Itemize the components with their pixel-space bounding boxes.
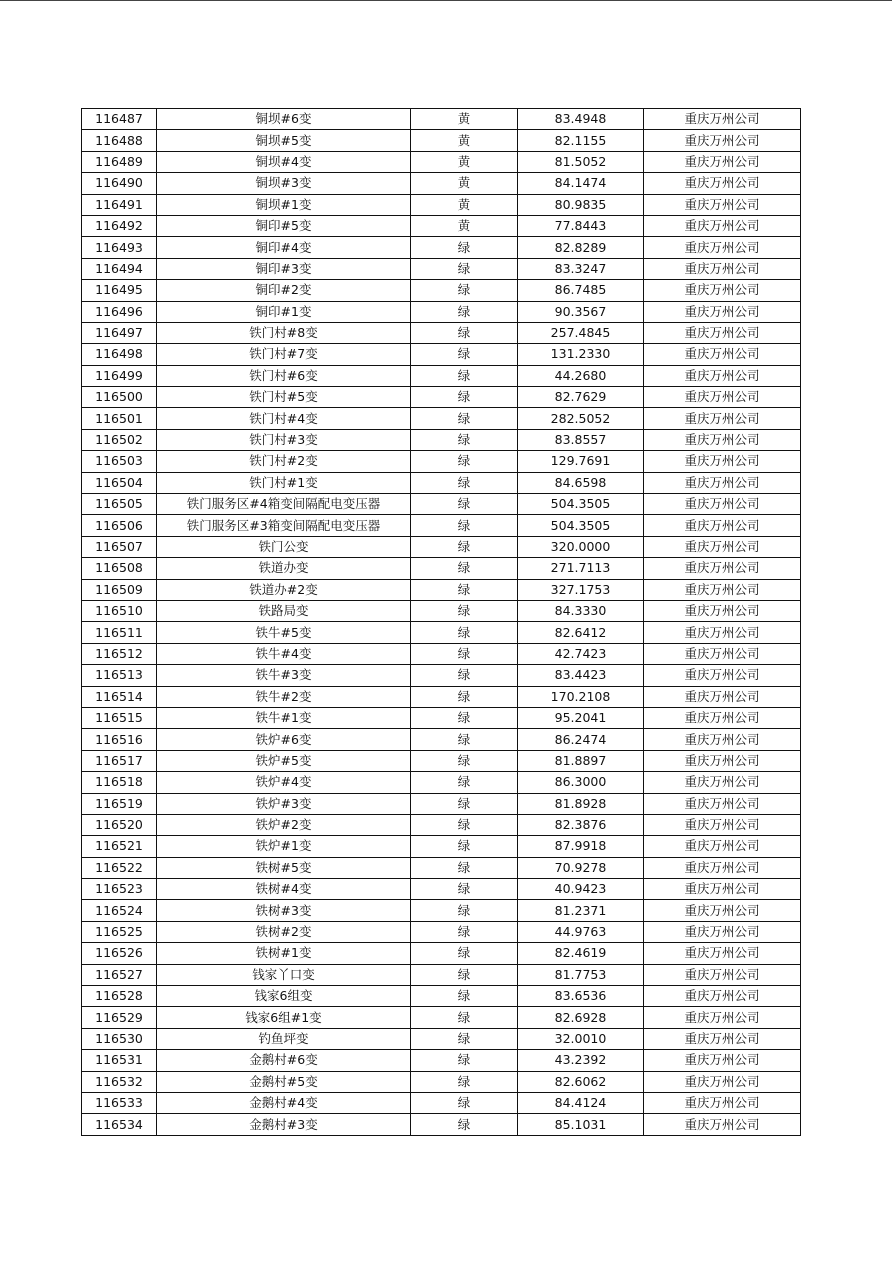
cell-company: 重庆万州公司 <box>644 814 801 835</box>
cell-status: 绿 <box>411 408 518 429</box>
cell-company: 重庆万州公司 <box>644 1114 801 1135</box>
cell-id: 116488 <box>82 130 157 151</box>
cell-status: 黄 <box>411 151 518 172</box>
cell-company: 重庆万州公司 <box>644 579 801 600</box>
cell-id: 116505 <box>82 494 157 515</box>
cell-company: 重庆万州公司 <box>644 836 801 857</box>
cell-company: 重庆万州公司 <box>644 1071 801 1092</box>
table-row <box>82 451 801 472</box>
cell-id: 116513 <box>82 665 157 686</box>
cell-name: 钓鱼坪变 <box>157 1028 411 1049</box>
cell-value: 83.3247 <box>518 258 644 279</box>
cell-value: 81.5052 <box>518 151 644 172</box>
cell-name: 铜坝#3变 <box>157 173 411 194</box>
page-top-border <box>0 0 892 1</box>
cell-status: 绿 <box>411 515 518 536</box>
cell-id: 116522 <box>82 857 157 878</box>
cell-id: 116527 <box>82 964 157 985</box>
cell-id: 116497 <box>82 322 157 343</box>
cell-id: 116502 <box>82 429 157 450</box>
cell-id: 116517 <box>82 750 157 771</box>
cell-status: 黄 <box>411 130 518 151</box>
cell-id: 116509 <box>82 579 157 600</box>
table-row <box>82 194 801 215</box>
cell-value: 504.3505 <box>518 494 644 515</box>
cell-name: 铁门村#6变 <box>157 365 411 386</box>
cell-company: 重庆万州公司 <box>644 301 801 322</box>
table-row <box>82 494 801 515</box>
cell-company: 重庆万州公司 <box>644 643 801 664</box>
cell-status: 黄 <box>411 109 518 130</box>
table-row <box>82 258 801 279</box>
table-row <box>82 836 801 857</box>
cell-value: 129.7691 <box>518 451 644 472</box>
cell-id: 116510 <box>82 600 157 621</box>
cell-status: 绿 <box>411 1028 518 1049</box>
table-row <box>82 215 801 236</box>
cell-value: 131.2330 <box>518 344 644 365</box>
cell-company: 重庆万州公司 <box>644 986 801 1007</box>
cell-status: 绿 <box>411 1092 518 1113</box>
cell-name: 铜坝#1变 <box>157 194 411 215</box>
cell-status: 绿 <box>411 301 518 322</box>
cell-value: 83.6536 <box>518 986 644 1007</box>
cell-company: 重庆万州公司 <box>644 365 801 386</box>
cell-company: 重庆万州公司 <box>644 472 801 493</box>
cell-company: 重庆万州公司 <box>644 215 801 236</box>
cell-name: 铜坝#4变 <box>157 151 411 172</box>
cell-company: 重庆万州公司 <box>644 879 801 900</box>
cell-status: 绿 <box>411 643 518 664</box>
cell-id: 116514 <box>82 686 157 707</box>
cell-value: 83.4423 <box>518 665 644 686</box>
cell-name: 铁门村#5变 <box>157 387 411 408</box>
cell-id: 116518 <box>82 772 157 793</box>
cell-name: 铁炉#2变 <box>157 814 411 835</box>
cell-status: 黄 <box>411 173 518 194</box>
cell-name: 铁路局变 <box>157 600 411 621</box>
table-row <box>82 900 801 921</box>
table-row <box>82 814 801 835</box>
cell-id: 116496 <box>82 301 157 322</box>
table-row <box>82 515 801 536</box>
table-row <box>82 729 801 750</box>
cell-status: 绿 <box>411 964 518 985</box>
transformer-table <box>81 108 801 1136</box>
cell-company: 重庆万州公司 <box>644 622 801 643</box>
cell-name: 金鹅村#4变 <box>157 1092 411 1113</box>
cell-value: 81.8897 <box>518 750 644 771</box>
cell-value: 86.7485 <box>518 280 644 301</box>
cell-value: 320.0000 <box>518 536 644 557</box>
cell-value: 82.8289 <box>518 237 644 258</box>
cell-company: 重庆万州公司 <box>644 750 801 771</box>
table-row <box>82 772 801 793</box>
cell-id: 116503 <box>82 451 157 472</box>
cell-value: 87.9918 <box>518 836 644 857</box>
table-row <box>82 1028 801 1049</box>
table-row <box>82 109 801 130</box>
cell-status: 黄 <box>411 215 518 236</box>
cell-value: 82.6412 <box>518 622 644 643</box>
cell-name: 铁道办#2变 <box>157 579 411 600</box>
cell-status: 绿 <box>411 536 518 557</box>
cell-company: 重庆万州公司 <box>644 408 801 429</box>
cell-name: 铁门公变 <box>157 536 411 557</box>
cell-name: 铁门服务区#4箱变间隔配电变压器 <box>157 494 411 515</box>
cell-value: 40.9423 <box>518 879 644 900</box>
table-row <box>82 879 801 900</box>
cell-id: 116515 <box>82 707 157 728</box>
cell-value: 257.4845 <box>518 322 644 343</box>
cell-name: 铁牛#2变 <box>157 686 411 707</box>
cell-id: 116495 <box>82 280 157 301</box>
cell-name: 铁炉#5变 <box>157 750 411 771</box>
cell-value: 84.6598 <box>518 472 644 493</box>
cell-name: 铁牛#5变 <box>157 622 411 643</box>
cell-name: 铁炉#1变 <box>157 836 411 857</box>
cell-status: 绿 <box>411 814 518 835</box>
table-row <box>82 1114 801 1135</box>
cell-status: 绿 <box>411 451 518 472</box>
cell-id: 116519 <box>82 793 157 814</box>
cell-value: 82.6928 <box>518 1007 644 1028</box>
cell-company: 重庆万州公司 <box>644 151 801 172</box>
cell-id: 116512 <box>82 643 157 664</box>
cell-id: 116491 <box>82 194 157 215</box>
cell-name: 铜印#2变 <box>157 280 411 301</box>
cell-name: 铁树#2变 <box>157 921 411 942</box>
cell-value: 81.7753 <box>518 964 644 985</box>
cell-name: 铁门村#4变 <box>157 408 411 429</box>
cell-company: 重庆万州公司 <box>644 130 801 151</box>
cell-value: 82.4619 <box>518 943 644 964</box>
cell-value: 271.7113 <box>518 558 644 579</box>
cell-company: 重庆万州公司 <box>644 322 801 343</box>
cell-value: 84.4124 <box>518 1092 644 1113</box>
cell-status: 绿 <box>411 558 518 579</box>
cell-name: 金鹅村#3变 <box>157 1114 411 1135</box>
cell-status: 绿 <box>411 729 518 750</box>
cell-value: 44.2680 <box>518 365 644 386</box>
table-row <box>82 707 801 728</box>
cell-value: 90.3567 <box>518 301 644 322</box>
cell-company: 重庆万州公司 <box>644 772 801 793</box>
cell-company: 重庆万州公司 <box>644 793 801 814</box>
cell-id: 116506 <box>82 515 157 536</box>
table-row <box>82 536 801 557</box>
table-row <box>82 686 801 707</box>
cell-value: 82.6062 <box>518 1071 644 1092</box>
cell-id: 116490 <box>82 173 157 194</box>
cell-company: 重庆万州公司 <box>644 665 801 686</box>
table-row <box>82 750 801 771</box>
table-row <box>82 365 801 386</box>
cell-status: 绿 <box>411 772 518 793</box>
cell-name: 铁牛#3变 <box>157 665 411 686</box>
cell-company: 重庆万州公司 <box>644 964 801 985</box>
cell-company: 重庆万州公司 <box>644 857 801 878</box>
cell-status: 绿 <box>411 793 518 814</box>
cell-id: 116498 <box>82 344 157 365</box>
cell-status: 绿 <box>411 429 518 450</box>
cell-status: 绿 <box>411 1050 518 1071</box>
cell-status: 绿 <box>411 686 518 707</box>
cell-id: 116521 <box>82 836 157 857</box>
cell-company: 重庆万州公司 <box>644 258 801 279</box>
cell-value: 43.2392 <box>518 1050 644 1071</box>
table-row <box>82 964 801 985</box>
cell-value: 95.2041 <box>518 707 644 728</box>
cell-company: 重庆万州公司 <box>644 237 801 258</box>
cell-name: 铁炉#4变 <box>157 772 411 793</box>
cell-name: 铁牛#4变 <box>157 643 411 664</box>
table-row <box>82 237 801 258</box>
cell-value: 83.8557 <box>518 429 644 450</box>
table-row <box>82 344 801 365</box>
table-row <box>82 429 801 450</box>
cell-status: 绿 <box>411 600 518 621</box>
cell-id: 116523 <box>82 879 157 900</box>
cell-value: 84.1474 <box>518 173 644 194</box>
cell-status: 绿 <box>411 1071 518 1092</box>
cell-name: 钱家丫口变 <box>157 964 411 985</box>
cell-name: 金鹅村#5变 <box>157 1071 411 1092</box>
cell-company: 重庆万州公司 <box>644 729 801 750</box>
cell-company: 重庆万州公司 <box>644 280 801 301</box>
cell-status: 绿 <box>411 1007 518 1028</box>
table-row <box>82 1007 801 1028</box>
cell-name: 铜坝#6变 <box>157 109 411 130</box>
cell-value: 327.1753 <box>518 579 644 600</box>
table-row <box>82 622 801 643</box>
cell-company: 重庆万州公司 <box>644 429 801 450</box>
cell-status: 黄 <box>411 194 518 215</box>
table-row <box>82 857 801 878</box>
cell-company: 重庆万州公司 <box>644 1050 801 1071</box>
cell-name: 铁树#3变 <box>157 900 411 921</box>
cell-id: 116531 <box>82 1050 157 1071</box>
table-body <box>82 109 801 1136</box>
cell-id: 116534 <box>82 1114 157 1135</box>
table-row <box>82 472 801 493</box>
cell-id: 116492 <box>82 215 157 236</box>
cell-id: 116499 <box>82 365 157 386</box>
cell-value: 32.0010 <box>518 1028 644 1049</box>
cell-name: 铁炉#3变 <box>157 793 411 814</box>
cell-value: 504.3505 <box>518 515 644 536</box>
cell-name: 铁门村#3变 <box>157 429 411 450</box>
cell-name: 铜坝#5变 <box>157 130 411 151</box>
cell-id: 116528 <box>82 986 157 1007</box>
cell-name: 铁牛#1变 <box>157 707 411 728</box>
cell-value: 42.7423 <box>518 643 644 664</box>
cell-name: 铁门村#1变 <box>157 472 411 493</box>
cell-status: 绿 <box>411 258 518 279</box>
cell-value: 70.9278 <box>518 857 644 878</box>
cell-status: 绿 <box>411 857 518 878</box>
cell-value: 44.9763 <box>518 921 644 942</box>
cell-company: 重庆万州公司 <box>644 707 801 728</box>
cell-status: 绿 <box>411 707 518 728</box>
cell-name: 铁门村#8变 <box>157 322 411 343</box>
cell-name: 铁门村#7变 <box>157 344 411 365</box>
cell-value: 77.8443 <box>518 215 644 236</box>
cell-company: 重庆万州公司 <box>644 451 801 472</box>
cell-status: 绿 <box>411 921 518 942</box>
cell-status: 绿 <box>411 986 518 1007</box>
table-row <box>82 986 801 1007</box>
cell-name: 铁树#1变 <box>157 943 411 964</box>
cell-company: 重庆万州公司 <box>644 344 801 365</box>
table-row <box>82 558 801 579</box>
cell-name: 铜印#1变 <box>157 301 411 322</box>
cell-value: 81.2371 <box>518 900 644 921</box>
cell-id: 116520 <box>82 814 157 835</box>
cell-value: 81.8928 <box>518 793 644 814</box>
cell-status: 绿 <box>411 665 518 686</box>
cell-company: 重庆万州公司 <box>644 1028 801 1049</box>
cell-company: 重庆万州公司 <box>644 515 801 536</box>
cell-id: 116504 <box>82 472 157 493</box>
table-row <box>82 387 801 408</box>
cell-value: 80.9835 <box>518 194 644 215</box>
table-row <box>82 408 801 429</box>
table-row <box>82 921 801 942</box>
cell-id: 116532 <box>82 1071 157 1092</box>
cell-name: 铁树#5变 <box>157 857 411 878</box>
cell-id: 116487 <box>82 109 157 130</box>
cell-name: 钱家6组#1变 <box>157 1007 411 1028</box>
table-row <box>82 793 801 814</box>
cell-value: 84.3330 <box>518 600 644 621</box>
cell-status: 绿 <box>411 622 518 643</box>
cell-name: 铜印#5变 <box>157 215 411 236</box>
cell-value: 282.5052 <box>518 408 644 429</box>
cell-value: 82.1155 <box>518 130 644 151</box>
cell-id: 116508 <box>82 558 157 579</box>
cell-name: 铁炉#6变 <box>157 729 411 750</box>
table-row <box>82 943 801 964</box>
cell-status: 绿 <box>411 344 518 365</box>
cell-company: 重庆万州公司 <box>644 536 801 557</box>
table-row <box>82 280 801 301</box>
table-row <box>82 173 801 194</box>
table-row <box>82 600 801 621</box>
cell-value: 83.4948 <box>518 109 644 130</box>
cell-id: 116494 <box>82 258 157 279</box>
cell-id: 116516 <box>82 729 157 750</box>
cell-id: 116493 <box>82 237 157 258</box>
cell-id: 116530 <box>82 1028 157 1049</box>
cell-name: 铁门服务区#3箱变间隔配电变压器 <box>157 515 411 536</box>
table-row <box>82 1092 801 1113</box>
cell-company: 重庆万州公司 <box>644 921 801 942</box>
cell-id: 116526 <box>82 943 157 964</box>
cell-id: 116525 <box>82 921 157 942</box>
cell-status: 绿 <box>411 365 518 386</box>
cell-name: 铁道办变 <box>157 558 411 579</box>
cell-name: 钱家6组变 <box>157 986 411 1007</box>
cell-id: 116489 <box>82 151 157 172</box>
cell-status: 绿 <box>411 494 518 515</box>
table-row <box>82 1071 801 1092</box>
cell-id: 116507 <box>82 536 157 557</box>
cell-status: 绿 <box>411 836 518 857</box>
cell-status: 绿 <box>411 943 518 964</box>
table-row <box>82 1050 801 1071</box>
cell-id: 116511 <box>82 622 157 643</box>
table-row <box>82 130 801 151</box>
cell-status: 绿 <box>411 472 518 493</box>
table-row <box>82 579 801 600</box>
table-row <box>82 301 801 322</box>
cell-company: 重庆万州公司 <box>644 109 801 130</box>
cell-company: 重庆万州公司 <box>644 943 801 964</box>
cell-status: 绿 <box>411 322 518 343</box>
cell-company: 重庆万州公司 <box>644 173 801 194</box>
cell-status: 绿 <box>411 579 518 600</box>
cell-value: 86.3000 <box>518 772 644 793</box>
cell-value: 82.3876 <box>518 814 644 835</box>
cell-value: 85.1031 <box>518 1114 644 1135</box>
cell-name: 铜印#3变 <box>157 258 411 279</box>
table-row <box>82 322 801 343</box>
cell-company: 重庆万州公司 <box>644 494 801 515</box>
cell-value: 170.2108 <box>518 686 644 707</box>
cell-company: 重庆万州公司 <box>644 558 801 579</box>
cell-name: 铁门村#2变 <box>157 451 411 472</box>
cell-name: 金鹅村#6变 <box>157 1050 411 1071</box>
cell-status: 绿 <box>411 1114 518 1135</box>
cell-status: 绿 <box>411 387 518 408</box>
cell-status: 绿 <box>411 750 518 771</box>
table-row <box>82 665 801 686</box>
cell-id: 116524 <box>82 900 157 921</box>
cell-value: 82.7629 <box>518 387 644 408</box>
cell-id: 116501 <box>82 408 157 429</box>
cell-company: 重庆万州公司 <box>644 900 801 921</box>
cell-id: 116500 <box>82 387 157 408</box>
cell-company: 重庆万州公司 <box>644 387 801 408</box>
cell-company: 重庆万州公司 <box>644 600 801 621</box>
cell-id: 116533 <box>82 1092 157 1113</box>
cell-name: 铁树#4变 <box>157 879 411 900</box>
cell-id: 116529 <box>82 1007 157 1028</box>
cell-status: 绿 <box>411 879 518 900</box>
cell-value: 86.2474 <box>518 729 644 750</box>
cell-company: 重庆万州公司 <box>644 686 801 707</box>
table-row <box>82 151 801 172</box>
cell-company: 重庆万州公司 <box>644 1092 801 1113</box>
table-row <box>82 643 801 664</box>
cell-status: 绿 <box>411 900 518 921</box>
cell-company: 重庆万州公司 <box>644 1007 801 1028</box>
cell-status: 绿 <box>411 280 518 301</box>
cell-company: 重庆万州公司 <box>644 194 801 215</box>
cell-name: 铜印#4变 <box>157 237 411 258</box>
cell-status: 绿 <box>411 237 518 258</box>
